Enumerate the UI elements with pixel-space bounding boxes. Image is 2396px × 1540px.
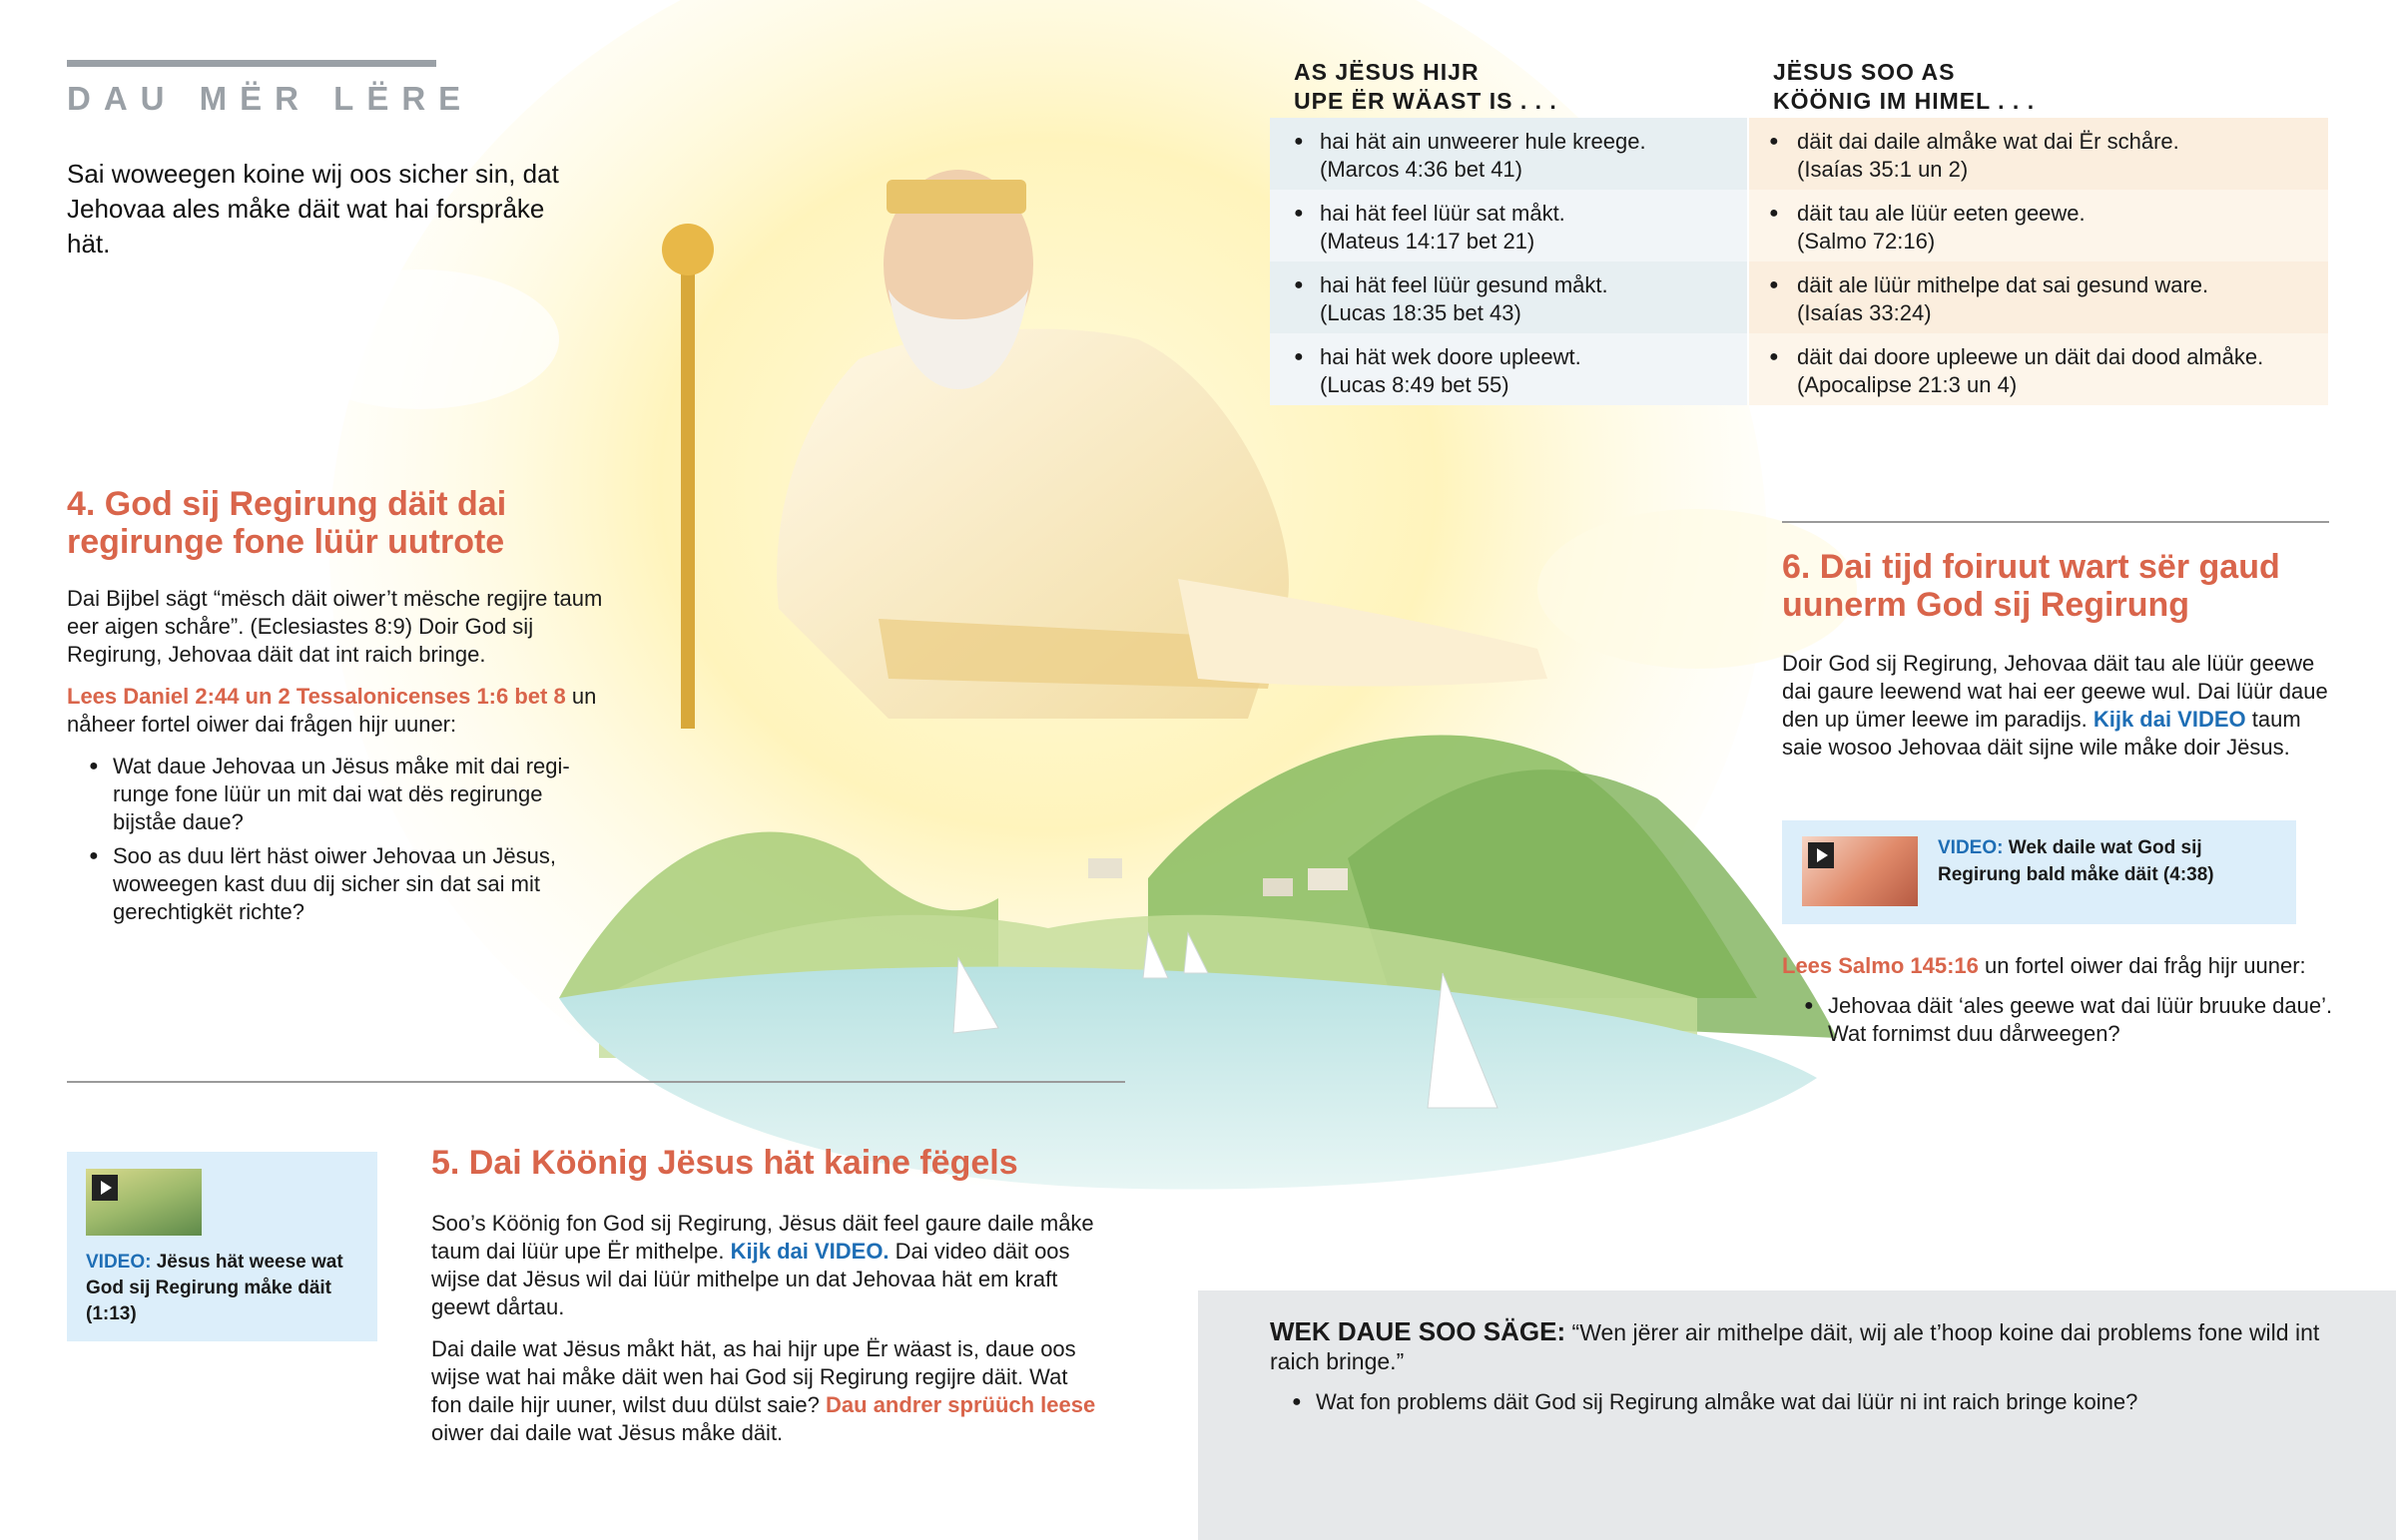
divider <box>1782 521 2329 523</box>
scripture-link[interactable]: Lees Salmo 145:16 <box>1782 953 1979 978</box>
divider <box>67 1081 1125 1083</box>
read-instruction: Lees Daniel 2:44 un 2 Tessalonicenses 1:6 bet 8 un nåheer fortel oiwer dai frågen hijr uuner: <box>67 684 597 737</box>
scripture-link[interactable]: Dau andrer sprüüch leese <box>826 1392 1096 1417</box>
table-row: ● hai hät feel lüür sat måkt. (Mateus 14:17 bet 21) <box>1270 190 1747 261</box>
section-heading: 6. Dai tijd foiruut wart sër gaud uunerm God sij Regirung <box>1782 548 2280 624</box>
section-4 <box>67 485 606 932</box>
discussion-content <box>1270 1317 2328 1422</box>
question-list <box>1782 992 2341 1048</box>
paragraph: Dai daile wat Jësus måkt hät, as hai hijr upe Ër wäast is, daue oos wijse wat hai måke däit wen hai God sij Regirung regijre däit. Wat fon daile hijr uuner, wilst duu dülst saie? Dau andrer sprüüch leese oiwer dai daile wat Jësus måke däit. <box>431 1336 1096 1445</box>
question-list <box>1270 1388 2328 1416</box>
video-link[interactable]: Kijk dai VIDEO <box>2093 707 2246 732</box>
discussion-quote: WEK DAUE SOO SÄGE: “Wen jërer air mithelpe däit, wij ale t’hoop koine dai problems fone wild int raich bringe.” <box>1270 1316 2320 1374</box>
video-card[interactable] <box>1782 820 2296 924</box>
scripture-link[interactable]: Lees Daniel 2:44 un 2 Tessalonicenses 1:6 bet 8 <box>67 684 566 709</box>
section-5 <box>431 1144 1100 1461</box>
table-row: ● hai hät wek doore upleewt. (Lucas 8:49 bet 55) <box>1270 333 1747 405</box>
list-item: ● Soo as duu lërt häst oiwer Jehovaa un Jësus, woweegen kast duu dij sicher sin dat sai mit gerechtigkët richte? <box>67 842 606 926</box>
list-item: ● Wat daue Jehovaa un Jësus måke mit dai regirunge fone lüür un mit dai wat dës regirunge bijståe daue? <box>67 753 606 836</box>
table-row: ● hai hät ain unweerer hule kreege. (Marcos 4:36 bet 41) <box>1270 118 1747 190</box>
video-caption: VIDEO: Wek daile wat God sij Regirung bald måke däit (4:38) <box>1938 837 2214 885</box>
table-row: ● däit dai doore upleewe un däit dai dood almåke. (Apocalipse 21:3 un 4) <box>1749 333 2328 405</box>
column-header: JËSUS SOO AS KÖÖNIG IM HIMEL . . . <box>1773 59 2036 114</box>
paragraph: Doir God sij Regirung, Jehovaa däit tau ale lüür geewe dai gaure leewend wat hai eer geewe wul. Dai lüür daue den up ümer leewe im paradijs. Kijk dai VIDEO taum saie wosoo Jehovaa däit sijne wile måke doir Jësus. <box>1782 651 2328 760</box>
video-link[interactable]: Kijk dai VIDEO. <box>730 1239 890 1264</box>
read-instruction: Lees Salmo 145:16 un fortel oiwer dai fråg hijr uuner: <box>1782 953 2306 978</box>
list-item: ● Jehovaa däit ‘ales geewe wat dai lüür bruuke daue’. Wat fornimst duu dårweegen? <box>1782 992 2341 1048</box>
play-icon[interactable] <box>1808 842 1834 868</box>
intro-text: Sai woweegen koine wij oos sicher sin, dat Jehovaa ales måke däit wat hai forspråke hät. <box>67 159 559 258</box>
video-thumbnail[interactable] <box>86 1169 202 1236</box>
table-row: ● hai hät feel lüür gesund måkt. (Lucas 18:35 bet 43) <box>1270 261 1747 333</box>
play-icon[interactable] <box>92 1175 118 1201</box>
list-item: ● Wat fon problems däit God sij Regirung almåke wat dai lüür ni int raich bringe koine? <box>1270 1388 2328 1416</box>
table-column-heaven <box>1749 52 2328 405</box>
section-heading: 5. Dai Köönig Jësus hät kaine fëgels <box>431 1144 1018 1182</box>
column-header: AS JËSUS HIJR UPE ËR WÄAST IS . . . <box>1294 59 1557 114</box>
paragraph: Dai Bijbel sägt “mësch däit oiwer’t mësche regijre taum eer aigen schåre”. (Eclesiastes 8:9) Doir God sij Regirung, Jehovaa däit dat int raich bringe. <box>67 586 603 667</box>
table-row: ● däit ale lüür mithelpe dat sai gesund ware. (Isaías 33:24) <box>1749 261 2328 333</box>
video-card[interactable] <box>67 1152 377 1341</box>
table-row: ● däit dai daile almåke wat dai Ër schåre. (Isaías 35:1 un 2) <box>1749 118 2328 190</box>
section-6-reading <box>1782 952 2341 1054</box>
section-6 <box>1782 548 2341 775</box>
video-caption: VIDEO: Jësus hät weese wat God sij Regirung måke däit (1:13) <box>86 1252 343 1324</box>
header-rule <box>67 60 436 67</box>
video-thumbnail[interactable] <box>1802 836 1918 906</box>
section-heading: 4. God sij Regirung däit dai regirunge fone lüür uutrote <box>67 485 507 561</box>
table-column-earth <box>1270 52 1747 405</box>
page-title: DAU MËR LËRE <box>67 80 474 117</box>
paragraph: Soo’s Köönig fon God sij Regirung, Jësus däit feel gaure daile måke taum dai lüür upe Ër mithelpe. Kijk dai VIDEO. Dai video däit oos wijse dat Jësus wil dai lüür mithelpe un dat Jehovaa hät em kraft geewt dårtau. <box>431 1211 1094 1319</box>
table-row: ● däit tau ale lüür eeten geewe. (Salmo 72:16) <box>1749 190 2328 261</box>
question-list <box>67 753 606 926</box>
